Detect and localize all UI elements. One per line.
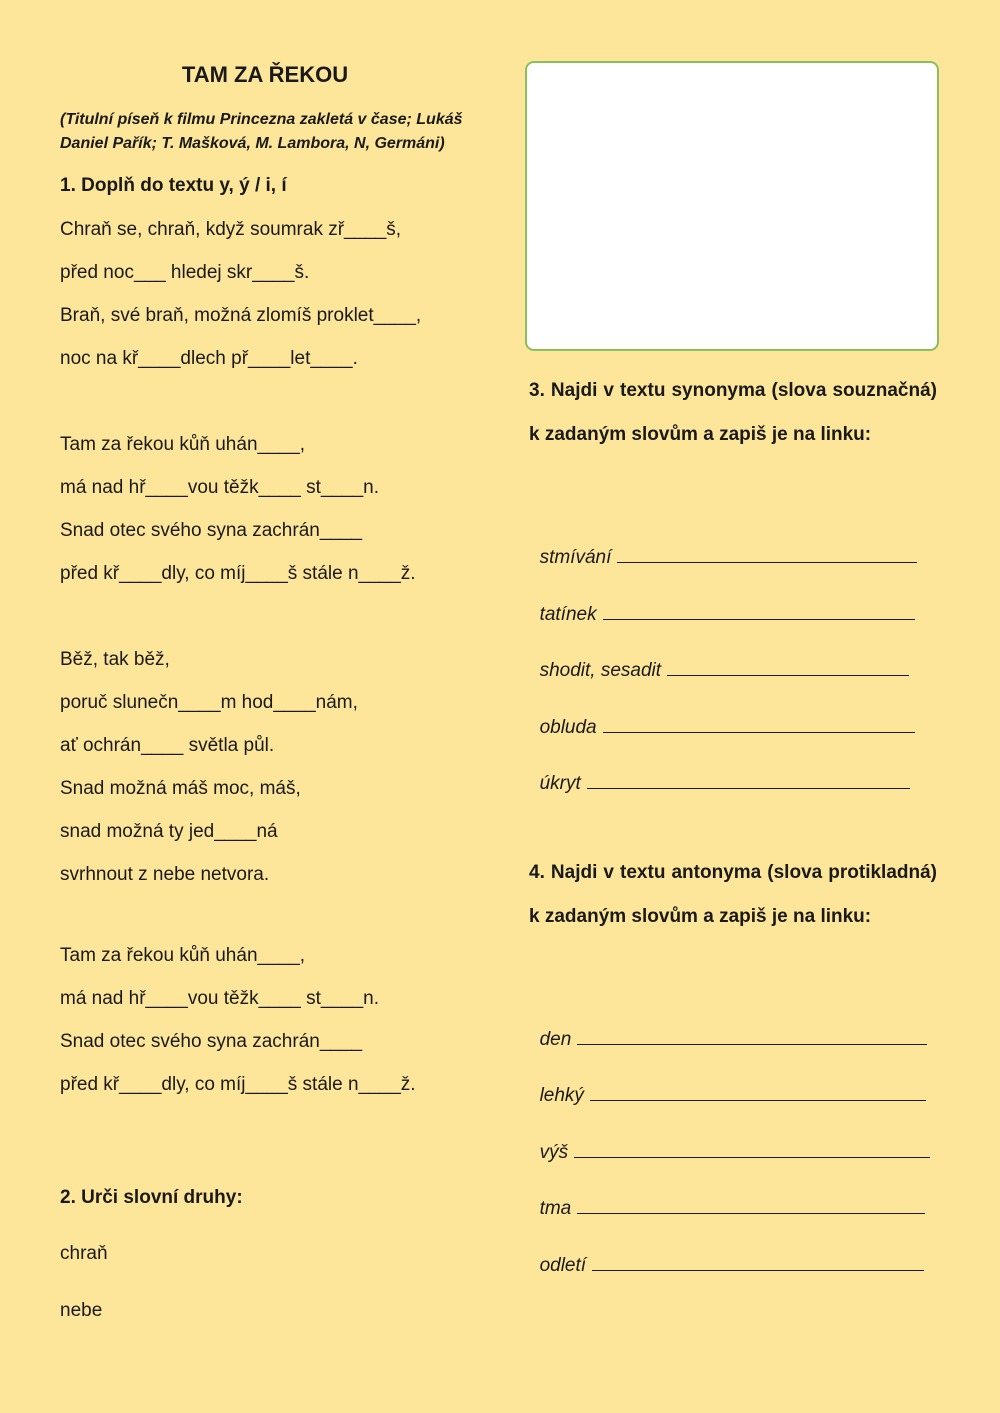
answer-line[interactable]	[603, 601, 915, 620]
synonym-answer-row[interactable]	[529, 579, 915, 626]
antonym-answer-row[interactable]	[529, 1004, 927, 1051]
synonym-answer-row[interactable]	[529, 692, 915, 739]
given-word: lehký	[539, 1085, 584, 1106]
lyric-line: poruč slunečn____m hod____nám,	[60, 692, 358, 713]
lyric-line: snad možná ty jed____ná	[60, 821, 278, 842]
task2-heading: 2. Urči slovní druhy:	[60, 1187, 243, 1208]
antonym-answer-row[interactable]	[529, 1173, 925, 1220]
answer-line[interactable]	[577, 1195, 925, 1214]
lyric-line: Tam za řekou kůň uhán____,	[60, 434, 306, 455]
answer-line[interactable]	[603, 714, 915, 733]
lyric-line: svrhnout z nebe netvora.	[60, 864, 270, 885]
synonym-answer-row[interactable]	[529, 522, 917, 569]
answer-line[interactable]	[667, 657, 909, 676]
task3-heading: 3. Najdi v textu synonyma (slova souznačná) k zadaným slovům a zapiš je na linku:	[529, 380, 937, 445]
lyric-line: Snad otec svého syna zachrán____	[60, 1031, 363, 1052]
given-word: shodit, sesadit	[539, 660, 662, 681]
synonym-answer-row[interactable]	[529, 635, 909, 682]
lyric-line: Chraň se, chraň, když soumrak zř____š,	[60, 219, 402, 240]
given-word: úkryt	[539, 773, 581, 794]
lyric-line: před noc___ hledej skr____š.	[60, 262, 310, 283]
image-placeholder-box	[525, 61, 939, 351]
lyric-line: Braň, své braň, možná zlomíš proklet____,	[60, 305, 422, 326]
answer-line[interactable]	[574, 1139, 930, 1158]
page-title: TAM ZA ŘEKOU	[181, 62, 349, 87]
song-credits: (Titulní píseň k filmu Princezna zakletá v čase; Lukáš Daniel Pařík; T. Mašková, M. Lambora, N, Germáni)	[60, 111, 463, 152]
given-word: tma	[539, 1198, 572, 1219]
answer-line[interactable]	[592, 1252, 924, 1271]
answer-line[interactable]	[587, 770, 910, 789]
antonym-answer-row[interactable]	[529, 1060, 926, 1107]
lyric-line: před kř____dly, co míj____š stále n____ž.	[60, 1074, 416, 1095]
synonym-answer-row[interactable]	[529, 748, 910, 795]
lyric-line: Snad možná máš moc, máš,	[60, 778, 301, 799]
lyric-line: Snad otec svého syna zachrán____	[60, 520, 363, 541]
word-to-classify: nebe	[60, 1300, 103, 1321]
lyric-line: Běž, tak běž,	[60, 649, 170, 670]
given-word: výš	[539, 1142, 569, 1163]
antonym-answer-row[interactable]	[529, 1230, 924, 1277]
lyric-line: před kř____dly, co míj____š stále n____ž.	[60, 563, 416, 584]
lyric-line: noc na kř____dlech př____let____.	[60, 348, 358, 369]
given-word: den	[539, 1029, 572, 1050]
answer-line[interactable]	[617, 544, 917, 563]
given-word: obluda	[539, 717, 597, 738]
task1-heading: 1. Doplň do textu y, ý / i, í	[60, 175, 287, 196]
given-word: stmívání	[539, 547, 612, 568]
answer-line[interactable]	[590, 1082, 926, 1101]
answer-line[interactable]	[577, 1026, 927, 1045]
word-to-classify: chraň	[60, 1243, 108, 1264]
lyric-line: Tam za řekou kůň uhán____,	[60, 945, 306, 966]
lyric-line: ať ochrán____ světla půl.	[60, 735, 275, 756]
antonym-answer-row[interactable]	[529, 1117, 930, 1164]
given-word: odletí	[539, 1255, 587, 1276]
lyric-line: má nad hř____vou těžk____ st____n.	[60, 988, 380, 1009]
given-word: tatínek	[539, 604, 597, 625]
task4-heading: 4. Najdi v textu antonyma (slova protikladná) k zadaným slovům a zapiš je na linku:	[529, 862, 937, 927]
lyric-line: má nad hř____vou těžk____ st____n.	[60, 477, 380, 498]
